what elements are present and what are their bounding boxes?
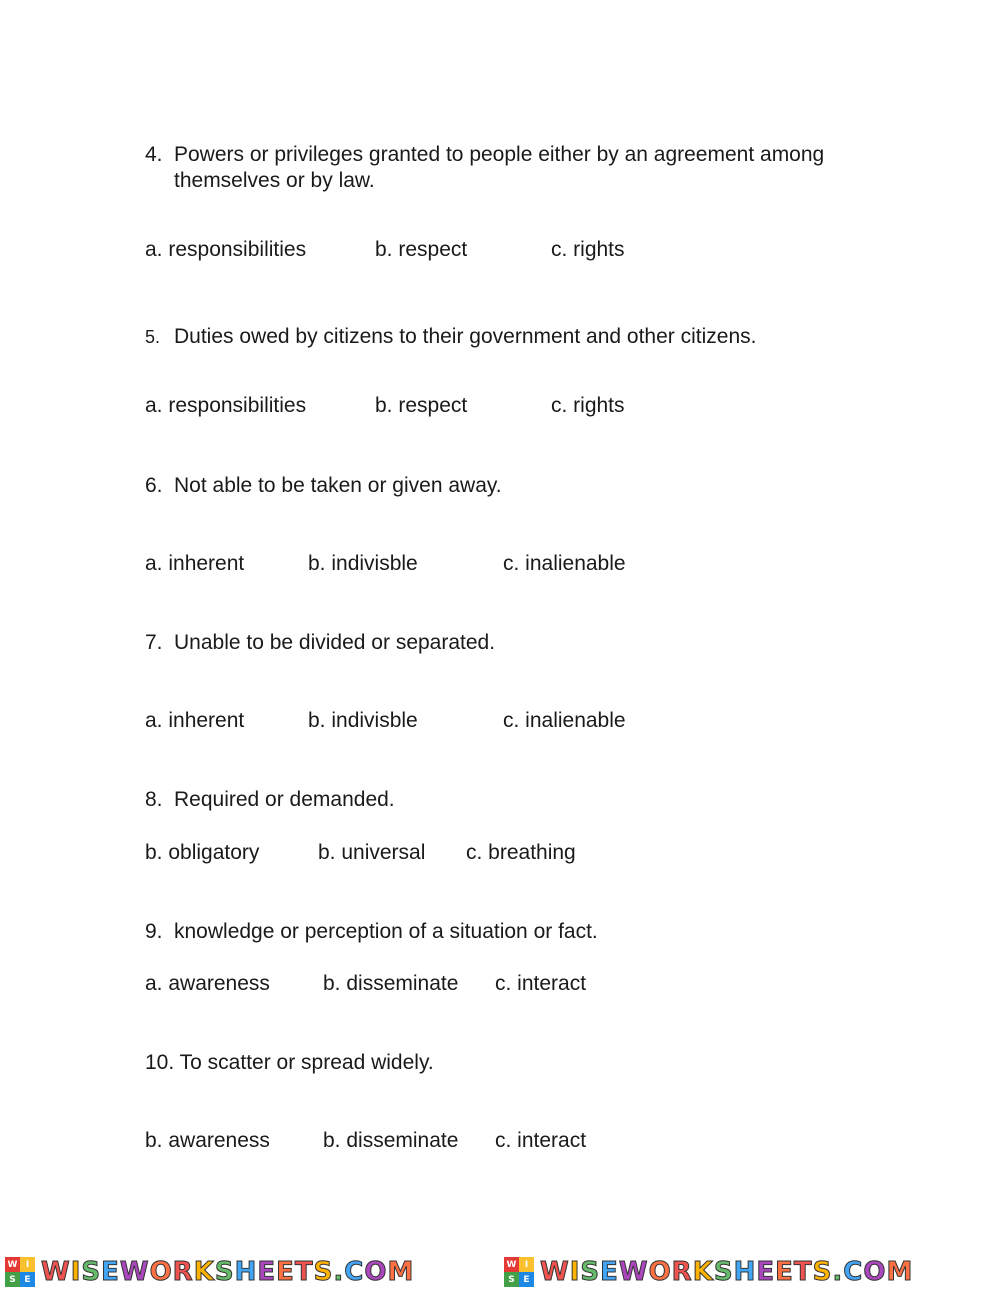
option-a[interactable]: a. inherent <box>145 709 245 732</box>
question-number: 5. <box>145 327 161 347</box>
question-number: 8. <box>145 788 163 811</box>
option-a[interactable]: a. inherent <box>145 552 245 575</box>
option-a[interactable]: a. awareness <box>145 972 270 995</box>
question-text: Duties owed by citizens to their government and other citizens. <box>174 325 757 348</box>
option-b[interactable]: b. respect <box>375 238 468 261</box>
footer-watermark <box>0 1252 1000 1291</box>
brand-logo <box>5 1256 414 1288</box>
logo-icon: W I S E <box>504 1257 534 1287</box>
brand-text: WISEWORKSHEETS.COM <box>540 1257 914 1287</box>
option-c[interactable]: c. breathing <box>466 841 576 864</box>
question-text: themselves or by law. <box>174 169 375 192</box>
question-number: 6. <box>145 474 163 497</box>
option-c[interactable]: c. rights <box>551 394 625 417</box>
question-7-line-1 <box>145 630 495 656</box>
option-c[interactable]: c. interact <box>495 1129 587 1152</box>
question-text: Required or demanded. <box>174 788 395 811</box>
option-b[interactable]: b. disseminate <box>323 1129 459 1152</box>
question-number: 7. <box>145 631 163 654</box>
option-a[interactable]: a. responsibilities <box>145 394 307 417</box>
question-number: 9. <box>145 920 163 943</box>
option-a[interactable]: b. awareness <box>145 1129 270 1152</box>
option-c[interactable]: c. interact <box>495 972 587 995</box>
option-a[interactable]: a. responsibilities <box>145 238 307 261</box>
question-text: Unable to be divided or separated. <box>174 631 496 654</box>
question-6-line-1 <box>145 473 502 499</box>
option-a[interactable]: b. obligatory <box>145 841 260 864</box>
option-b[interactable]: b. universal <box>318 841 426 864</box>
question-text: To scatter or spread widely. <box>179 1051 434 1074</box>
brand-text: WISEWORKSHEETS.COM <box>41 1257 415 1287</box>
option-b[interactable]: b. indivisble <box>308 552 418 575</box>
option-b[interactable]: b. indivisble <box>308 709 418 732</box>
option-b[interactable]: b. respect <box>375 394 468 417</box>
option-c[interactable]: c. inalienable <box>503 709 626 732</box>
question-10-line-1 <box>145 1050 434 1076</box>
brand-logo <box>504 1256 913 1288</box>
option-c[interactable]: c. inalienable <box>503 552 626 575</box>
logo-icon: W I S E <box>5 1257 35 1287</box>
option-c[interactable]: c. rights <box>551 238 625 261</box>
question-9-line-1 <box>145 919 598 945</box>
question-4-line-1 <box>145 142 824 168</box>
question-text: Powers or privileges granted to people either by an agreement among <box>174 143 825 166</box>
option-b[interactable]: b. disseminate <box>323 972 459 995</box>
question-8-line-1 <box>145 787 395 813</box>
question-text: knowledge or perception of a situation or fact. <box>174 920 598 943</box>
question-number: 10. <box>145 1051 175 1074</box>
question-4-line-2 <box>145 168 375 194</box>
question-text: Not able to be taken or given away. <box>174 474 502 497</box>
question-number: 4. <box>145 143 163 166</box>
question-5-line-1 <box>145 324 756 350</box>
